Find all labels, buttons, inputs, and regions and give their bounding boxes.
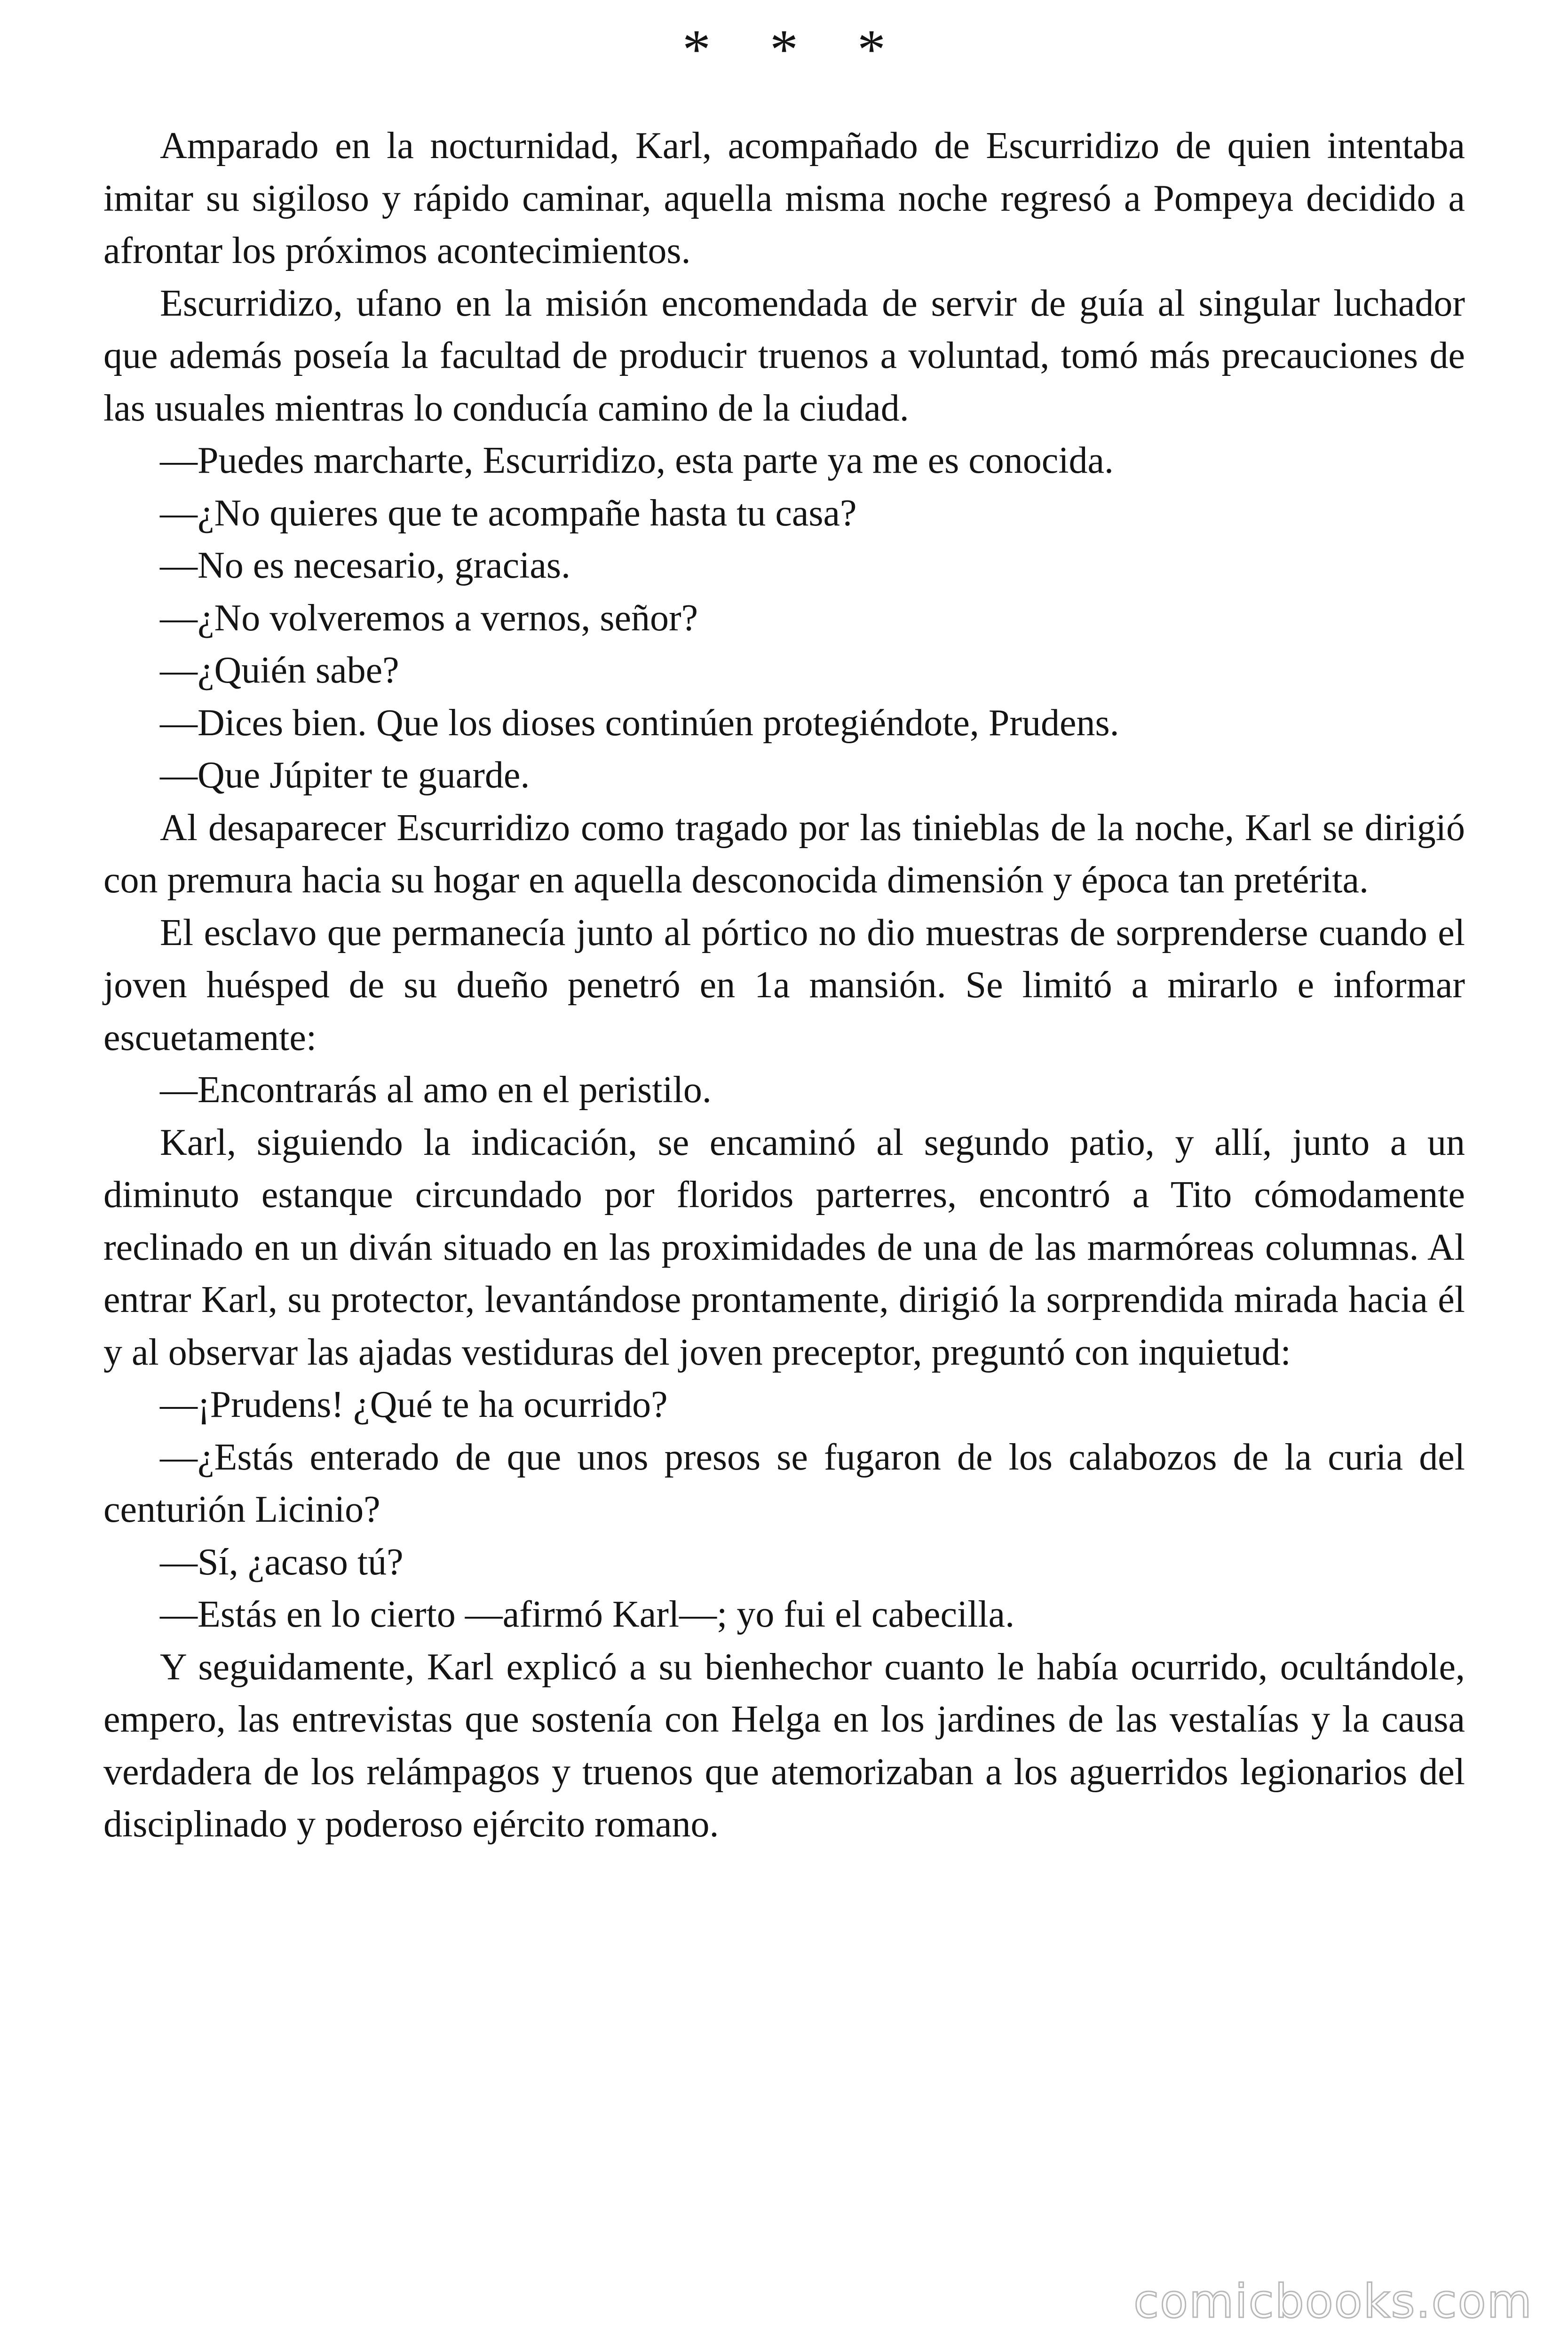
dialogue-line-4: —¿No volveremos a vernos, señor? [160, 597, 698, 639]
dialogue-line-11: —Sí, ¿acaso tú? [160, 1541, 404, 1583]
paragraph-5: Karl, siguiendo la indicación, se encaminó al segundo patio, y allí, junto a un diminuto estanque circundado por floridos parterres, encontró a Tito cómodamente reclinado en un diván situado en las proximidades de una de las marmóreas columnas. Al entrar Karl, su protector, levantándose prontamente, dirigió la sorprendida mirada hacia él y al observar las ajadas vestiduras del joven preceptor, preguntó con inquietud: [103, 1121, 1465, 1373]
watermark: comicbooks.com [1133, 2275, 1533, 2328]
dialogue-line-8: —Encontrarás al amo en el peristilo. [160, 1069, 712, 1111]
paragraph-2: Escurridizo, ufano en la misión encomendada de servir de guía al singular luchador que además poseía la facultad de producir truenos a voluntad, tomó más precauciones de las usuales mientras lo conducía camino de la ciudad. [103, 282, 1465, 429]
paragraph-1: Amparado en la nocturnidad, Karl, acompañado de Escurridizo de quien intentaba imitar su sigiloso y rápido caminar, aquella misma noche regresó a Pompeya decidido a afrontar los próximos acontecimientos. [103, 125, 1465, 271]
paragraph-6: Y seguidamente, Karl explicó a su bienhechor cuanto le había ocurrido, ocultándole, empero, las entrevistas que sostenía con Helga en los jardines de las vestalías y la causa verdadera de los relámpagos y truenos que atemorizaban a los aguerridos legionarios del disciplinado y poderoso ejército romano. [103, 1646, 1465, 1845]
dialogue-line-3: —No es necesario, gracias. [160, 545, 570, 586]
dialogue-line-12: —Estás en lo cierto —afirmó Karl—; yo fui el cabecilla. [160, 1594, 1015, 1635]
paragraph-4: El esclavo que permanecía junto al pórtico no dio muestras de sorprenderse cuando el joven huésped de su dueño penetró en 1a mansión. Se limitó a mirarlo e informar escuetamente: [103, 912, 1465, 1058]
dialogue-line-7: —Que Júpiter te guarde. [160, 755, 530, 796]
paragraph-3: Al desaparecer Escurridizo como tragado por las tinieblas de la noche, Karl se dirigió con premura hacia su hogar en aquella desconocida dimensión y época tan pretérita. [103, 807, 1465, 901]
dialogue-line-5: —¿Quién sabe? [160, 650, 399, 691]
dialogue-line-6: —Dices bien. Que los dioses continúen protegiéndote, Prudens. [160, 702, 1119, 744]
dialogue-line-1: —Puedes marcharte, Escurridizo, esta parte ya me es conocida. [160, 440, 1114, 481]
body-text [103, 120, 1465, 1851]
dialogue-line-9: —¡Prudens! ¿Qué te ha ocurrido? [160, 1384, 668, 1425]
section-separator: * * * [682, 18, 908, 80]
dialogue-line-2: —¿No quieres que te acompañe hasta tu casa? [160, 492, 857, 534]
dialogue-line-10: —¿Estás enterado de que unos presos se fugaron de los calabozos de la curia del centurión Licinio? [103, 1436, 1465, 1530]
